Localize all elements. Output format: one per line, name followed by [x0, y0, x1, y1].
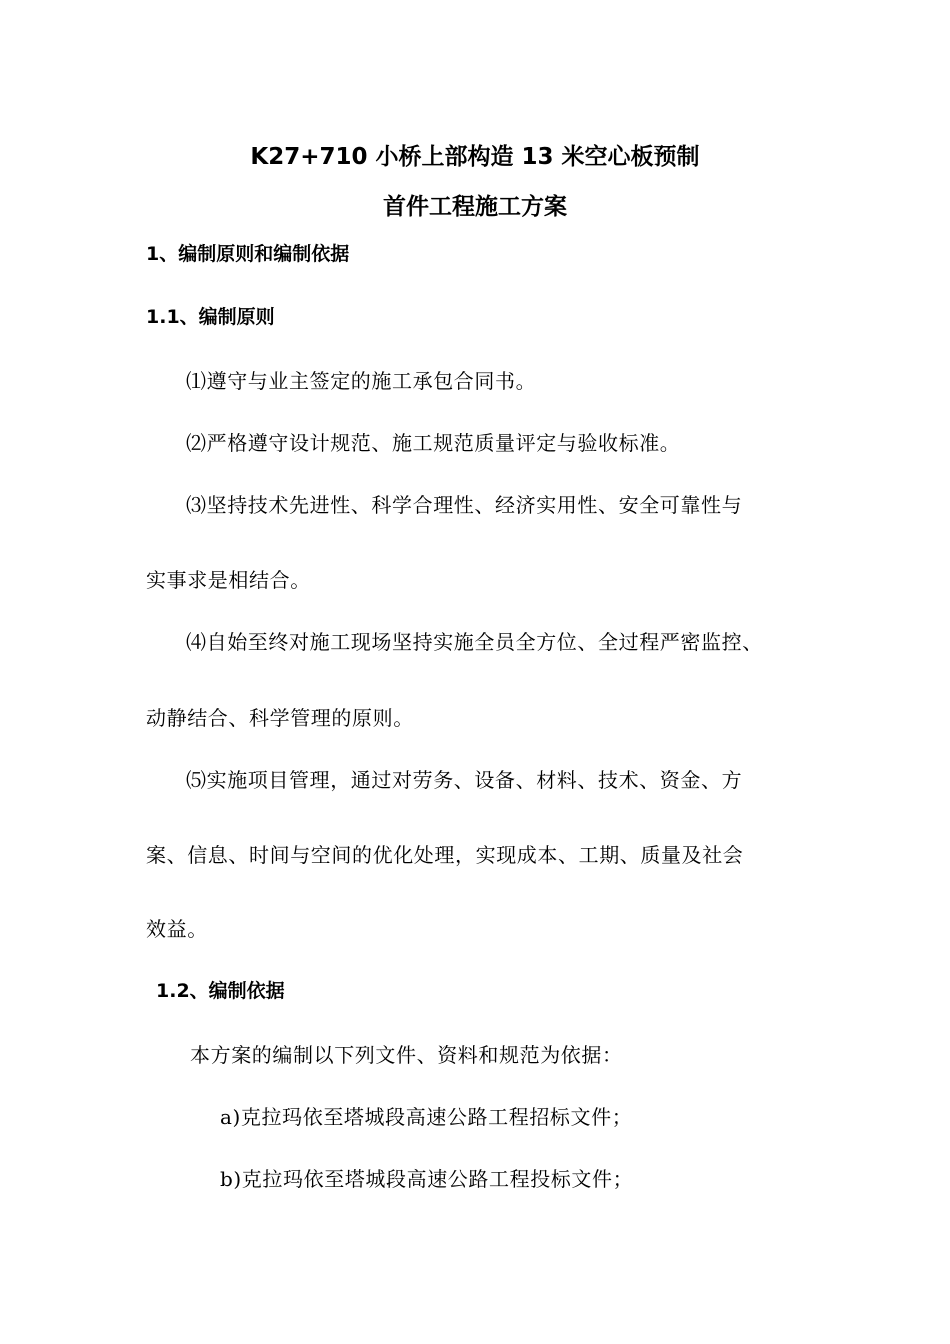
- principle-2-line-1: ⑵严格遵守设计规范、施工规范质量评定与验收标准。: [186, 431, 681, 455]
- basis-intro: 本方案的编制以下列文件、资料和规范为依据：: [190, 1043, 623, 1067]
- principle-4-line-2: 动静结合、科学管理的原则。: [146, 706, 414, 730]
- basis-item-b: b)克拉玛依至塔城段高速公路工程投标文件；: [220, 1167, 634, 1191]
- section-1-heading: 1、编制原则和编制依据: [146, 243, 350, 265]
- principle-4-line-1: ⑷自始至终对施工现场坚持实施全员全方位、全过程严密监控、: [186, 630, 763, 654]
- basis-item-a: a)克拉玛依至塔城段高速公路工程招标文件；: [220, 1105, 633, 1129]
- principle-3-line-2: 实事求是相结合。: [146, 568, 311, 592]
- principle-5-line-3: 效益。: [146, 917, 208, 941]
- principle-3-line-1: ⑶坚持技术先进性、科学合理性、经济实用性、安全可靠性与: [186, 493, 743, 517]
- section-1-2-heading: 1.2、编制依据: [156, 980, 285, 1002]
- principle-5-line-2: 案、信息、时间与空间的优化处理，实现成本、工期、质量及社会: [146, 843, 744, 867]
- section-1-1-heading: 1.1、编制原则: [146, 306, 275, 328]
- document-title-line-2: 首件工程施工方案: [383, 194, 567, 220]
- principle-1-line-1: ⑴遵守与业主签定的施工承包合同书。: [186, 369, 537, 393]
- document-title-line-1: K27+710 小桥上部构造 13 米空心板预制: [250, 144, 700, 170]
- principle-5-line-1: ⑸实施项目管理，通过对劳务、设备、材料、技术、资金、方: [186, 768, 743, 792]
